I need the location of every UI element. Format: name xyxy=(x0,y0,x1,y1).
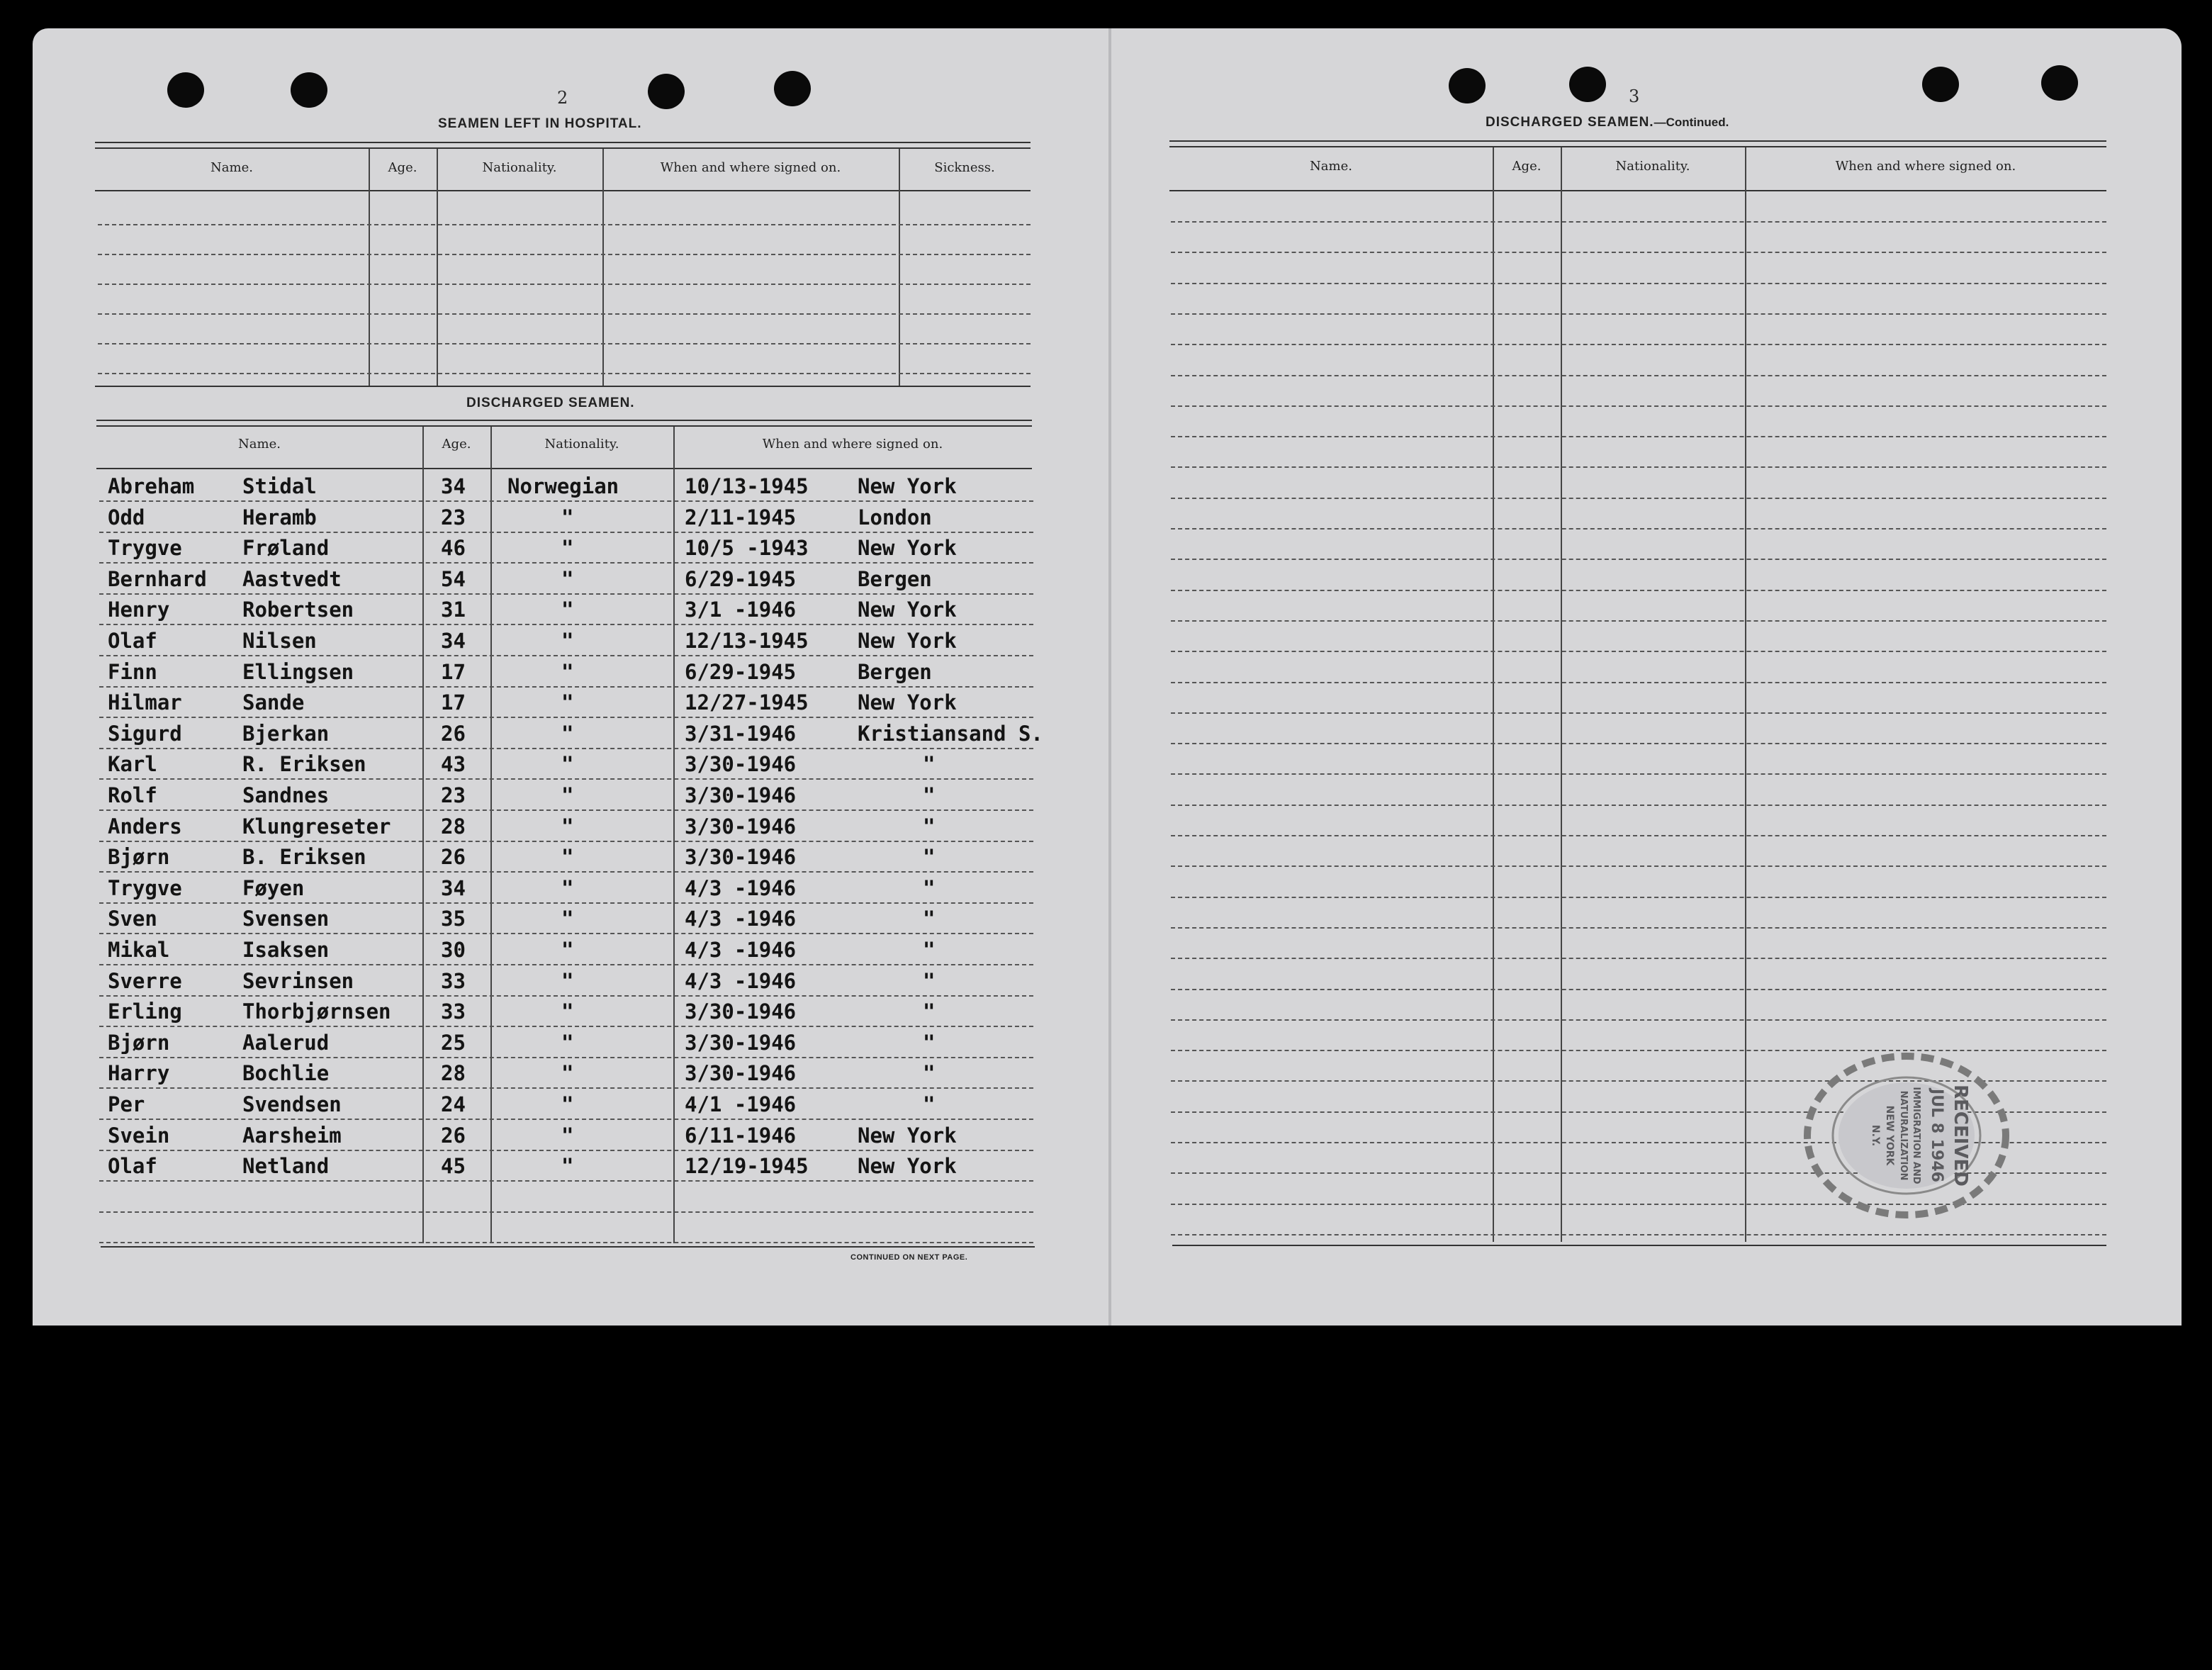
seaman-last-name: Svensen xyxy=(242,907,330,931)
seaman-nationality: " xyxy=(561,629,574,653)
entry-line xyxy=(1171,283,2106,284)
col-header-sickness: Sickness. xyxy=(934,160,995,175)
entry-line xyxy=(99,809,1033,811)
entry-line xyxy=(1171,897,2106,898)
hospital-title: SEAMEN LEFT IN HOSPITAL. xyxy=(438,116,642,131)
col-header-nationality: Nationality. xyxy=(544,437,619,452)
seaman-first-name: Anders xyxy=(108,814,182,839)
entry-line xyxy=(99,1119,1033,1120)
right-bottom-rule xyxy=(1172,1245,2106,1246)
seaman-nationality: Norwegian xyxy=(507,474,619,498)
discharged-title: DISCHARGED SEAMEN. xyxy=(1486,115,1654,130)
seaman-nationality: " xyxy=(561,875,574,900)
seaman-age: 26 xyxy=(441,845,466,870)
seaman-last-name: Føyen xyxy=(242,875,305,900)
signed-on-place: " xyxy=(923,999,936,1024)
seaman-last-name: R. Eriksen xyxy=(242,752,366,777)
seaman-nationality: " xyxy=(561,968,574,993)
seaman-age: 28 xyxy=(441,814,466,839)
entry-line xyxy=(99,1026,1033,1027)
seaman-last-name: Svendsen xyxy=(242,1092,342,1116)
signed-on-place: " xyxy=(923,907,936,931)
received-stamp xyxy=(1802,1045,2014,1219)
right-top-rule xyxy=(1169,146,2106,147)
seaman-nationality: " xyxy=(561,1154,574,1179)
signed-on-place: New York xyxy=(858,629,957,653)
column-divider xyxy=(1493,147,1494,1242)
svg-text:JUL 8 1946: JUL 8 1946 xyxy=(1928,1089,1946,1182)
entry-line xyxy=(98,224,1031,225)
page-number: 2 xyxy=(557,88,568,108)
signed-on-place: " xyxy=(923,845,936,870)
seaman-last-name: Heramb xyxy=(242,505,317,529)
entry-line xyxy=(1171,958,2106,959)
signed-on-date: 3/30-1946 xyxy=(685,1061,797,1086)
signed-on-date: 10/13-1945 xyxy=(685,474,809,498)
entry-line xyxy=(99,1180,1033,1182)
entry-line xyxy=(1171,927,2106,929)
continued-suffix: —Continued. xyxy=(1654,116,1729,129)
seaman-last-name: Aastvedt xyxy=(242,566,342,591)
seaman-first-name: Sigurd xyxy=(108,721,182,746)
seaman-age: 23 xyxy=(441,783,466,807)
entry-line xyxy=(99,686,1033,688)
signed-on-place: London xyxy=(858,505,932,529)
seaman-nationality: " xyxy=(561,845,574,870)
signed-on-place: " xyxy=(923,1061,936,1086)
column-divider xyxy=(490,427,492,1243)
discharged-bottom-rule xyxy=(101,1246,1035,1248)
seaman-first-name: Svein xyxy=(108,1123,170,1148)
seaman-age: 34 xyxy=(441,875,466,900)
signed-on-date: 12/13-1945 xyxy=(685,629,809,653)
col-header-age: Age. xyxy=(442,437,471,452)
binder-hole xyxy=(774,71,811,106)
entry-line xyxy=(98,254,1031,255)
right-top-rule xyxy=(1169,140,2106,142)
signed-on-place: New York xyxy=(858,474,957,498)
entry-line xyxy=(99,624,1033,625)
svg-text:N.Y.: N.Y. xyxy=(1870,1124,1881,1147)
signed-on-date: 12/19-1945 xyxy=(685,1154,809,1179)
seaman-first-name: Olaf xyxy=(108,629,157,653)
svg-text:RECEIVED: RECEIVED xyxy=(1950,1085,1971,1187)
entry-line xyxy=(1171,313,2106,315)
signed-on-date: 4/3 -1946 xyxy=(685,907,797,931)
signed-on-place: Kristiansand S. xyxy=(858,721,1043,746)
entry-line xyxy=(1171,344,2106,345)
seaman-last-name: Klungreseter xyxy=(242,814,391,839)
entry-line xyxy=(1171,528,2106,529)
hospital-top-rule xyxy=(95,147,1031,149)
entry-line xyxy=(99,562,1033,564)
signed-on-date: 6/29-1945 xyxy=(685,659,797,684)
signed-on-date: 3/30-1946 xyxy=(685,783,797,807)
signed-on-place: " xyxy=(923,783,936,807)
entry-line xyxy=(99,717,1033,718)
seaman-last-name: Thorbjørnsen xyxy=(242,999,391,1024)
entry-line xyxy=(99,500,1033,502)
entry-line xyxy=(98,284,1031,285)
entry-line xyxy=(98,373,1031,374)
seaman-first-name: Erling xyxy=(108,999,182,1024)
signed-on-place: Bergen xyxy=(858,659,932,684)
column-divider xyxy=(1561,147,1562,1242)
discharged-top-rule xyxy=(96,420,1032,421)
signed-on-place: " xyxy=(923,1030,936,1055)
seaman-last-name: Stidal xyxy=(242,474,317,498)
seaman-age: 26 xyxy=(441,1123,466,1148)
entry-line xyxy=(1171,375,2106,376)
signed-on-date: 12/27-1945 xyxy=(685,690,809,715)
seaman-last-name: Sevrinsen xyxy=(242,968,354,993)
entry-line xyxy=(99,933,1033,934)
seaman-age: 34 xyxy=(441,629,466,653)
entry-line xyxy=(1171,252,2106,253)
signed-on-date: 3/1 -1946 xyxy=(685,598,797,622)
entry-line xyxy=(99,1211,1033,1213)
entry-line xyxy=(1171,865,2106,867)
entry-line xyxy=(1171,559,2106,560)
seaman-nationality: " xyxy=(561,721,574,746)
hospital-header-rule xyxy=(95,190,1031,191)
seaman-age: 23 xyxy=(441,505,466,529)
seaman-first-name: Rolf xyxy=(108,783,157,807)
entry-line xyxy=(99,655,1033,656)
signed-on-place: " xyxy=(923,814,936,839)
entry-line xyxy=(99,871,1033,873)
seaman-nationality: " xyxy=(561,1092,574,1116)
seaman-first-name: Trygve xyxy=(108,536,182,561)
entry-line xyxy=(99,748,1033,749)
seaman-first-name: Bjørn xyxy=(108,845,170,870)
seaman-nationality: " xyxy=(561,566,574,591)
entry-line xyxy=(99,1087,1033,1089)
signed-on-date: 3/31-1946 xyxy=(685,721,797,746)
seaman-last-name: Robertsen xyxy=(242,598,354,622)
signed-on-place: New York xyxy=(858,690,957,715)
entry-line xyxy=(1171,620,2106,622)
seaman-nationality: " xyxy=(561,1030,574,1055)
right-header-rule xyxy=(1169,190,2106,191)
signed-on-date: 4/1 -1946 xyxy=(685,1092,797,1116)
binder-hole xyxy=(1449,68,1486,103)
entry-line xyxy=(99,1150,1033,1151)
seaman-last-name: Aalerud xyxy=(242,1030,330,1055)
seaman-age: 35 xyxy=(441,907,466,931)
seaman-first-name: Abreham xyxy=(108,474,195,498)
entry-line xyxy=(98,343,1031,344)
signed-on-place: " xyxy=(923,1092,936,1116)
signed-on-date: 6/11-1946 xyxy=(685,1123,797,1148)
binder-hole xyxy=(167,72,204,108)
seaman-last-name: Sandnes xyxy=(242,783,330,807)
entry-line xyxy=(1171,221,2106,223)
svg-text:NATURALIZATION: NATURALIZATION xyxy=(1898,1090,1909,1181)
seaman-age: 46 xyxy=(441,536,466,561)
signed-on-place: New York xyxy=(858,536,957,561)
column-divider xyxy=(602,149,604,386)
seaman-age: 25 xyxy=(441,1030,466,1055)
entry-line xyxy=(99,532,1033,533)
entry-line xyxy=(1171,989,2106,990)
entry-line xyxy=(1171,682,2106,683)
entry-line xyxy=(99,902,1033,904)
seaman-first-name: Per xyxy=(108,1092,145,1116)
seaman-age: 28 xyxy=(441,1061,466,1086)
page-fold xyxy=(1108,28,1111,1326)
signed-on-place: New York xyxy=(858,1154,957,1179)
seaman-first-name: Karl xyxy=(108,752,157,777)
seaman-nationality: " xyxy=(561,752,574,777)
binder-hole xyxy=(2041,65,2078,101)
signed-on-date: 4/3 -1946 xyxy=(685,875,797,900)
entry-line xyxy=(99,1242,1033,1243)
entry-line xyxy=(1171,651,2106,652)
signed-on-place: " xyxy=(923,968,936,993)
col-header-age: Age. xyxy=(388,160,417,175)
discharged-top-rule xyxy=(96,425,1032,427)
entry-line xyxy=(1171,743,2106,744)
seaman-nationality: " xyxy=(561,659,574,684)
seaman-first-name: Henry xyxy=(108,598,170,622)
signed-on-place: " xyxy=(923,938,936,962)
seaman-age: 24 xyxy=(441,1092,466,1116)
seaman-age: 45 xyxy=(441,1154,466,1179)
seaman-first-name: Bernhard xyxy=(108,566,207,591)
signed-on-place: New York xyxy=(858,1123,957,1148)
col-header-nationality: Nationality. xyxy=(1615,159,1690,174)
seaman-nationality: " xyxy=(561,536,574,561)
signed-on-place: Bergen xyxy=(858,566,932,591)
seaman-last-name: Aarsheim xyxy=(242,1123,342,1148)
col-header-name: Name. xyxy=(210,160,253,175)
col-header-signed-on: When and where signed on. xyxy=(762,437,943,452)
binder-hole xyxy=(1569,67,1606,102)
seaman-first-name: Harry xyxy=(108,1061,170,1086)
continued-note: CONTINUED ON NEXT PAGE. xyxy=(850,1253,968,1262)
signed-on-date: 3/30-1946 xyxy=(685,845,797,870)
seaman-first-name: Hilmar xyxy=(108,690,182,715)
seaman-age: 17 xyxy=(441,690,466,715)
entry-line xyxy=(1171,835,2106,836)
signed-on-date: 3/30-1946 xyxy=(685,814,797,839)
signed-on-date: 10/5 -1943 xyxy=(685,536,809,561)
seaman-first-name: Sven xyxy=(108,907,157,931)
page-number: 3 xyxy=(1629,86,1640,106)
seaman-age: 26 xyxy=(441,721,466,746)
col-header-name: Name. xyxy=(1310,159,1352,174)
signed-on-date: 3/30-1946 xyxy=(685,752,797,777)
seaman-age: 30 xyxy=(441,938,466,962)
entry-line xyxy=(99,995,1033,997)
entry-line xyxy=(1171,498,2106,499)
seaman-nationality: " xyxy=(561,1061,574,1086)
column-divider xyxy=(437,149,438,386)
col-header-name: Name. xyxy=(238,437,281,452)
seaman-age: 33 xyxy=(441,999,466,1024)
right-page xyxy=(1110,28,2182,1326)
column-divider xyxy=(369,149,370,386)
signed-on-date: 2/11-1945 xyxy=(685,505,797,529)
seaman-first-name: Sverre xyxy=(108,968,182,993)
seaman-nationality: " xyxy=(561,598,574,622)
hospital-top-rule xyxy=(95,142,1031,143)
seaman-last-name: Sande xyxy=(242,690,305,715)
signed-on-place: " xyxy=(923,752,936,777)
signed-on-date: 4/3 -1946 xyxy=(685,968,797,993)
seaman-age: 54 xyxy=(441,566,466,591)
entry-line xyxy=(99,841,1033,842)
discharged-continued-title xyxy=(1486,115,1729,130)
seaman-last-name: Frøland xyxy=(242,536,330,561)
svg-text:IMMIGRATION AND: IMMIGRATION AND xyxy=(1911,1087,1921,1184)
discharged-title: DISCHARGED SEAMEN. xyxy=(466,396,635,410)
seaman-nationality: " xyxy=(561,690,574,715)
seaman-age: 33 xyxy=(441,968,466,993)
seaman-last-name: Nilsen xyxy=(242,629,317,653)
seaman-nationality: " xyxy=(561,505,574,529)
entry-line xyxy=(99,778,1033,780)
seaman-age: 43 xyxy=(441,752,466,777)
seaman-nationality: " xyxy=(561,999,574,1024)
entry-line xyxy=(99,1057,1033,1058)
binder-hole xyxy=(291,72,327,108)
seaman-last-name: Ellingsen xyxy=(242,659,354,684)
seaman-nationality: " xyxy=(561,907,574,931)
seaman-first-name: Mikal xyxy=(108,938,170,962)
column-divider xyxy=(899,149,900,386)
seaman-nationality: " xyxy=(561,938,574,962)
entry-line xyxy=(99,593,1033,595)
signed-on-date: 4/3 -1946 xyxy=(685,938,797,962)
column-divider xyxy=(422,427,424,1243)
seaman-first-name: Bjørn xyxy=(108,1030,170,1055)
entry-line xyxy=(99,964,1033,965)
seaman-nationality: " xyxy=(561,1123,574,1148)
signed-on-place: New York xyxy=(858,598,957,622)
seaman-last-name: B. Eriksen xyxy=(242,845,366,870)
entry-line xyxy=(1171,805,2106,806)
col-header-age: Age. xyxy=(1512,159,1542,174)
seaman-first-name: Finn xyxy=(108,659,157,684)
entry-line xyxy=(1171,712,2106,714)
entry-line xyxy=(1171,466,2106,468)
entry-line xyxy=(1171,1019,2106,1021)
column-divider xyxy=(1745,147,1746,1242)
seaman-nationality: " xyxy=(561,814,574,839)
hospital-bottom-rule xyxy=(95,386,1031,387)
seaman-last-name: Bochlie xyxy=(242,1061,330,1086)
svg-text:NEW YORK: NEW YORK xyxy=(1884,1105,1895,1166)
seaman-age: 34 xyxy=(441,474,466,498)
seaman-first-name: Odd xyxy=(108,505,145,529)
seaman-first-name: Olaf xyxy=(108,1154,157,1179)
col-header-nationality: Nationality. xyxy=(482,160,557,175)
seaman-nationality: " xyxy=(561,783,574,807)
seaman-last-name: Bjerkan xyxy=(242,721,330,746)
binder-hole xyxy=(1922,67,1959,102)
entry-line xyxy=(98,313,1031,315)
seaman-last-name: Netland xyxy=(242,1154,330,1179)
seaman-age: 31 xyxy=(441,598,466,622)
signed-on-date: 6/29-1945 xyxy=(685,566,797,591)
seaman-age: 17 xyxy=(441,659,466,684)
entry-line xyxy=(1171,773,2106,775)
column-divider xyxy=(673,427,675,1243)
entry-line xyxy=(1171,1234,2106,1235)
entry-line xyxy=(1171,436,2106,437)
entry-line xyxy=(1171,405,2106,407)
binder-hole xyxy=(648,74,685,109)
signed-on-date: 3/30-1946 xyxy=(685,999,797,1024)
entry-line xyxy=(1171,590,2106,591)
seaman-first-name: Trygve xyxy=(108,875,182,900)
signed-on-date: 3/30-1946 xyxy=(685,1030,797,1055)
seaman-last-name: Isaksen xyxy=(242,938,330,962)
discharged-header-rule xyxy=(96,468,1032,469)
signed-on-place: " xyxy=(923,875,936,900)
col-header-signed-on: When and where signed on. xyxy=(1835,159,2016,174)
col-header-signed-on: When and where signed on. xyxy=(660,160,841,175)
